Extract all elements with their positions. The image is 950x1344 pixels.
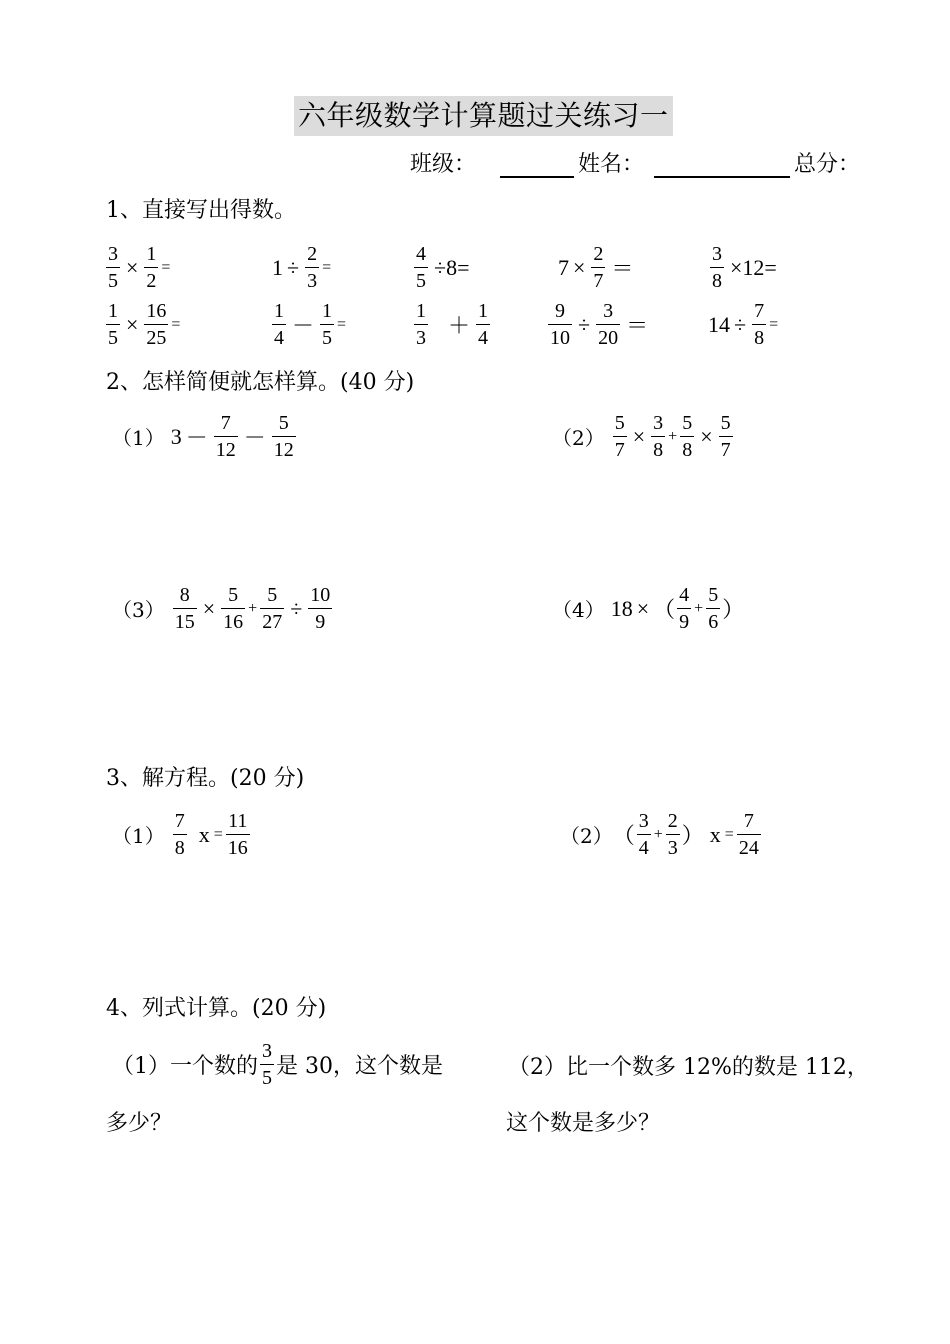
- numerator: 7: [174, 810, 185, 832]
- q2-problem-1: [112, 412, 298, 461]
- denominator: 8: [682, 439, 693, 461]
- times-sign: ×: [632, 423, 646, 449]
- denominator: 16: [227, 837, 248, 859]
- denominator: 24: [738, 837, 759, 859]
- problem-number: （2）: [552, 426, 605, 450]
- denominator: 12: [215, 439, 236, 461]
- section-1-heading: 1、直接写出得数。: [106, 198, 296, 223]
- fraction: [106, 243, 120, 292]
- denominator: 5: [322, 327, 333, 349]
- times-sign: ×: [700, 423, 713, 449]
- denominator: 5: [416, 270, 426, 292]
- denominator: 7: [614, 439, 625, 461]
- numerator: 4: [679, 584, 690, 606]
- equals-sign: =: [337, 315, 347, 333]
- denominator: 2: [146, 270, 157, 292]
- denominator: 12: [273, 439, 294, 461]
- equals-sign: =: [724, 825, 734, 843]
- problem-number: （3）: [112, 598, 165, 622]
- q1-item-a2: [272, 243, 332, 292]
- denominator: 8: [174, 837, 185, 859]
- numerator: 7: [743, 810, 754, 832]
- denominator: 15: [174, 611, 195, 633]
- times-sign: ×: [202, 595, 216, 621]
- denominator: 5: [108, 327, 118, 349]
- numerator: 10: [310, 584, 331, 606]
- q1-item-a3: [412, 243, 469, 292]
- numerator: 1: [108, 300, 118, 322]
- fraction: [260, 584, 284, 633]
- fraction: [414, 300, 428, 349]
- numerator: 2: [593, 243, 604, 265]
- right-paren: ）: [722, 597, 745, 622]
- fraction: [106, 300, 120, 349]
- times-sign: ×: [126, 254, 139, 280]
- q1-item-b4: [546, 300, 652, 349]
- q3-equation-2: [560, 810, 763, 859]
- numerator: 1: [416, 300, 426, 322]
- denominator: 8: [754, 327, 765, 349]
- fraction: [320, 300, 334, 349]
- denominator: 3: [307, 270, 318, 292]
- name-field[interactable]: [654, 176, 790, 178]
- q1-item-a5: [708, 243, 777, 292]
- score-label: 总分：: [794, 152, 861, 177]
- whole-number: 18: [610, 595, 633, 621]
- fraction: [752, 300, 766, 349]
- denominator: 9: [315, 611, 326, 633]
- numerator: 5: [720, 412, 731, 434]
- name-label: 姓名：: [578, 152, 645, 177]
- denominator: 3: [667, 837, 678, 859]
- q4-word-problem-2: （2）比一个数多 12%的数是 112，: [508, 1055, 869, 1080]
- problem-text: （1）一个数的: [112, 1054, 258, 1079]
- whole-number: 7: [558, 254, 569, 280]
- fraction: [414, 243, 428, 292]
- fraction: [144, 300, 168, 349]
- q4-word-problem-2-line2: 这个数是多少？: [506, 1111, 661, 1136]
- left-paren: （: [653, 597, 676, 622]
- fraction: [548, 300, 572, 349]
- q1-item-a4: [558, 243, 637, 292]
- numerator: 11: [228, 810, 248, 832]
- section-2-heading: 2、怎样简便就怎样算。(40 分): [106, 370, 415, 395]
- equals-sign: =: [769, 315, 779, 333]
- problem-number: （1）: [112, 824, 165, 848]
- minus-sign: －: [292, 313, 315, 338]
- expression-tail: ×12=: [730, 254, 777, 280]
- minus-sign: －: [243, 425, 266, 450]
- fraction: [591, 243, 605, 292]
- denominator: 5: [108, 270, 118, 292]
- class-field[interactable]: [500, 176, 574, 178]
- plus-sign: +: [668, 427, 678, 445]
- times-sign: ×: [573, 254, 586, 280]
- problem-number: （2）: [560, 824, 613, 848]
- q1-item-b1: [104, 300, 181, 349]
- numerator: 3: [603, 300, 614, 322]
- fraction: [272, 412, 296, 461]
- numerator: 8: [179, 584, 190, 606]
- denominator: 3: [416, 327, 426, 349]
- page-title: 六年级数学计算题过关练习一: [294, 96, 673, 136]
- q3-equation-1: [112, 810, 252, 859]
- numerator: 3: [638, 810, 649, 832]
- numerator: 9: [555, 300, 565, 322]
- denominator: 5: [262, 1067, 272, 1089]
- problem-text: 是 30，这个数是: [276, 1054, 443, 1079]
- fraction: [666, 810, 680, 859]
- numerator: 3: [712, 243, 722, 265]
- fraction: [260, 1040, 274, 1089]
- fraction: [272, 300, 286, 349]
- numerator: 3: [262, 1040, 272, 1062]
- fraction: [706, 584, 720, 633]
- fraction: [637, 810, 651, 859]
- left-paren: （: [612, 823, 635, 848]
- q1-item-a1: [104, 243, 171, 292]
- fraction: [677, 584, 691, 633]
- numerator: 4: [416, 243, 426, 265]
- equals-sign: =: [213, 825, 223, 843]
- divide-sign: ÷: [290, 595, 303, 621]
- denominator: 4: [638, 837, 649, 859]
- fraction: [651, 412, 665, 461]
- numerator: 1: [146, 243, 157, 265]
- problem-number: （1）: [112, 426, 165, 450]
- equals-sign: =: [322, 258, 332, 276]
- denominator: 4: [274, 327, 284, 349]
- q1-item-b5: [708, 300, 779, 349]
- plus-sign: +: [653, 825, 663, 843]
- fraction: [305, 243, 319, 292]
- numerator: 2: [667, 810, 678, 832]
- fraction: [476, 300, 490, 349]
- fraction: [173, 810, 187, 859]
- equals-sign: ＝: [611, 256, 634, 281]
- fraction: [144, 243, 158, 292]
- numerator: 3: [653, 412, 664, 434]
- q1-item-b3: [412, 300, 492, 349]
- q1-item-b2: [270, 300, 347, 349]
- times-sign: ×: [636, 595, 650, 621]
- equals-sign: =: [161, 258, 171, 276]
- numerator: 5: [614, 412, 625, 434]
- fraction: [173, 584, 197, 633]
- whole-number: 14: [708, 311, 730, 337]
- numerator: 7: [220, 412, 231, 434]
- whole-number: 1: [272, 254, 283, 280]
- fraction: [710, 243, 724, 292]
- q2-problem-3: [112, 584, 334, 633]
- fraction: [737, 810, 761, 859]
- minus-sign: －: [185, 425, 208, 450]
- section-3-heading: 3、解方程。(20 分): [106, 766, 305, 791]
- divide-sign: ÷: [734, 311, 747, 337]
- fraction: [596, 300, 620, 349]
- class-label: 班级：: [410, 152, 477, 177]
- numerator: 1: [322, 300, 333, 322]
- numerator: 2: [307, 243, 318, 265]
- numerator: 1: [274, 300, 284, 322]
- plus-sign: +: [694, 599, 704, 617]
- divide-sign: ÷: [578, 311, 591, 337]
- denominator: 27: [262, 611, 283, 633]
- numerator: 5: [708, 584, 719, 606]
- denominator: 7: [593, 270, 604, 292]
- denominator: 9: [679, 611, 690, 633]
- divide-sign: ÷: [287, 254, 300, 280]
- denominator: 4: [478, 327, 489, 349]
- numerator: 3: [108, 243, 118, 265]
- fraction: [221, 584, 245, 633]
- numerator: 5: [267, 584, 278, 606]
- denominator: 8: [712, 270, 722, 292]
- fraction: [226, 810, 250, 859]
- fraction: [719, 412, 733, 461]
- numerator: 5: [682, 412, 693, 434]
- whole-number: 3: [170, 423, 182, 449]
- fraction: [613, 412, 627, 461]
- equals-sign: =: [171, 315, 181, 333]
- denominator: 20: [598, 327, 619, 349]
- right-paren: ）: [681, 823, 704, 848]
- variable-x: x: [198, 821, 210, 847]
- expression-tail: ÷8=: [434, 254, 470, 280]
- denominator: 10: [550, 327, 570, 349]
- problem-number: （4）: [552, 598, 605, 622]
- q4-word-problem-1-line2: 多少？: [106, 1111, 173, 1136]
- fraction: [680, 412, 694, 461]
- numerator: 5: [278, 412, 289, 434]
- numerator: 5: [228, 584, 239, 606]
- denominator: 6: [708, 611, 719, 633]
- section-4-heading: 4、列式计算。(20 分): [106, 996, 327, 1021]
- equals-sign: ＝: [626, 313, 649, 338]
- denominator: 8: [653, 439, 664, 461]
- numerator: 16: [146, 300, 167, 322]
- plus-sign: +: [248, 599, 258, 617]
- denominator: 25: [146, 327, 167, 349]
- fraction: [214, 412, 238, 461]
- numerator: 7: [754, 300, 765, 322]
- q4-word-problem-1: [112, 1040, 443, 1089]
- denominator: 16: [223, 611, 244, 633]
- numerator: 1: [478, 300, 489, 322]
- q2-problem-2: [552, 412, 735, 461]
- variable-x: x: [709, 821, 721, 847]
- q2-problem-4: [552, 584, 744, 633]
- denominator: 7: [720, 439, 731, 461]
- times-sign: ×: [126, 311, 139, 337]
- fraction: [308, 584, 332, 633]
- plus-sign: ＋: [448, 313, 471, 338]
